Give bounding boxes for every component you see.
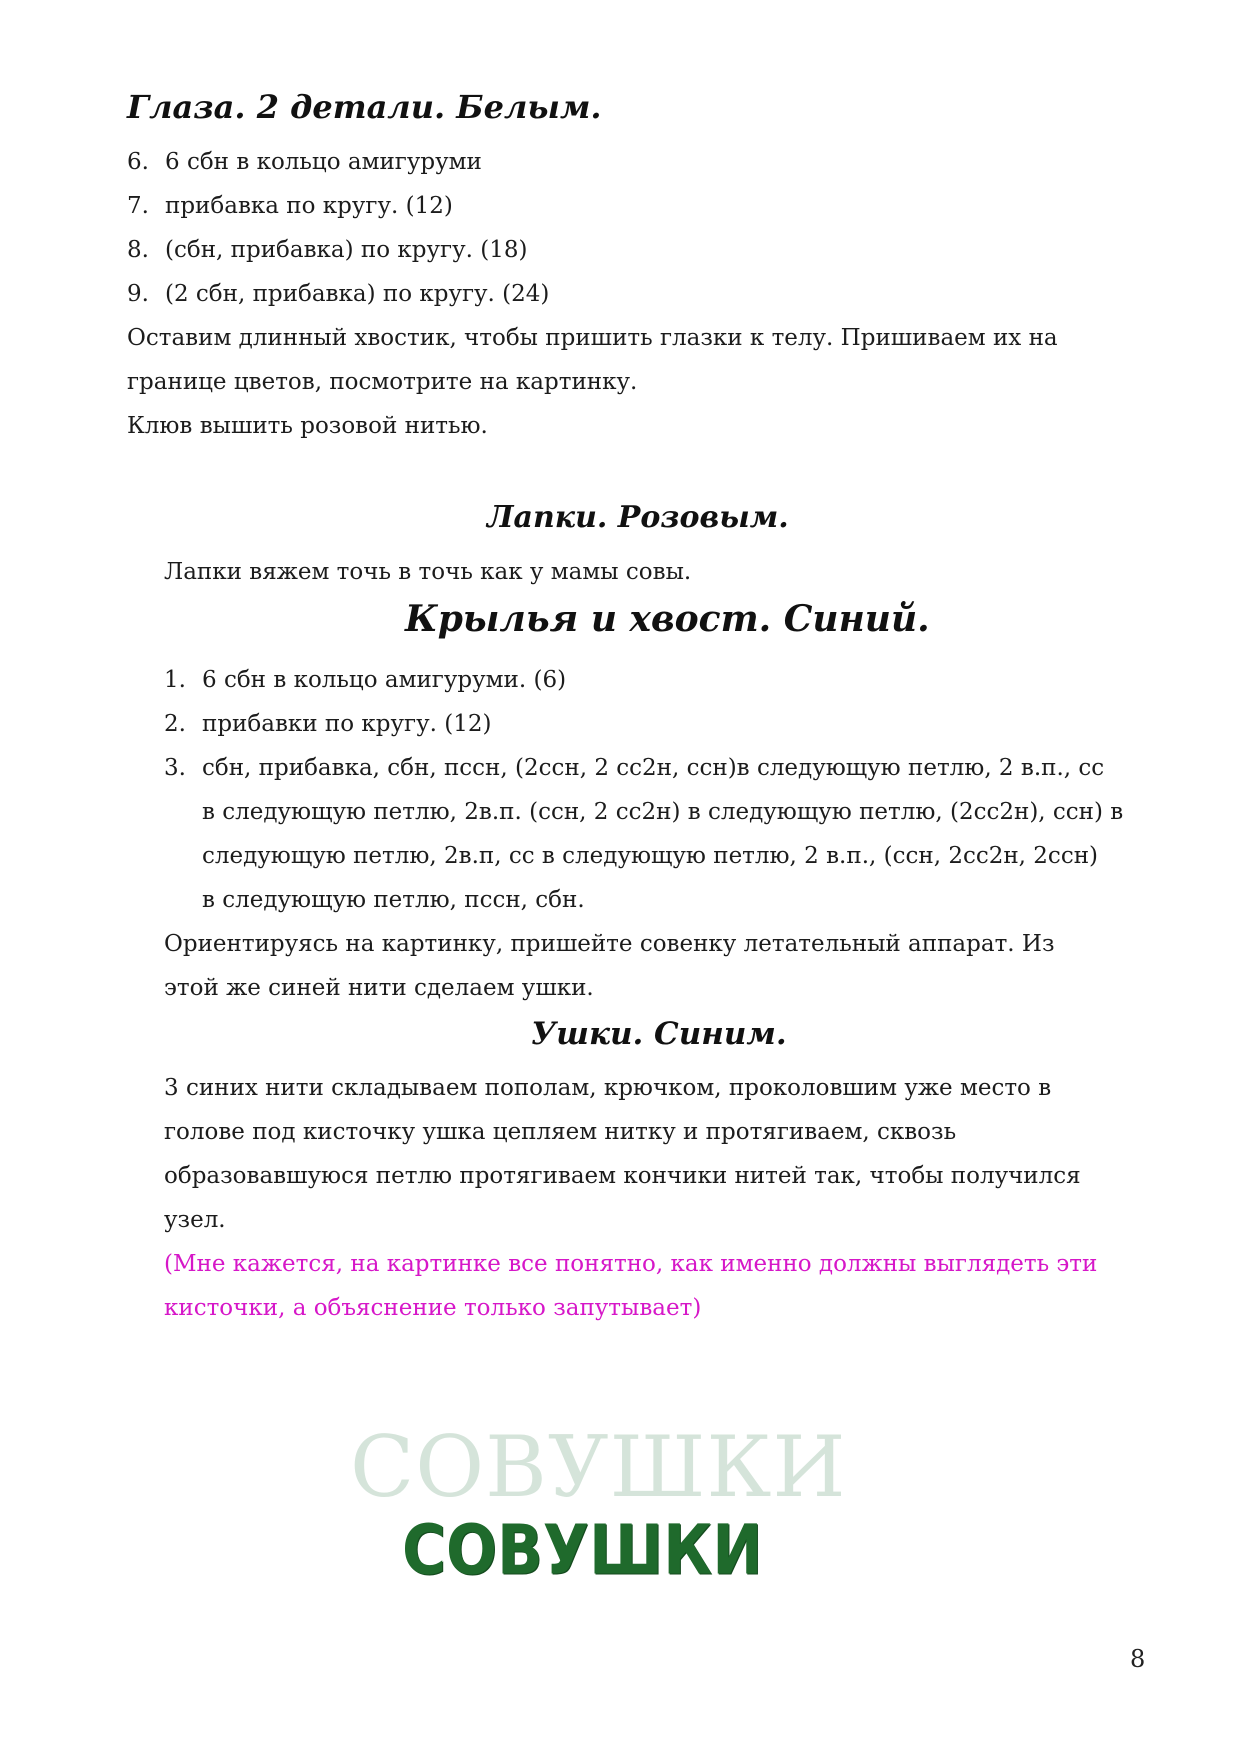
ears-line-1: 3 синих нити складываем пополам, крючком, проколовшим уже место в <box>164 1075 1052 1101</box>
ears-line-4: узел. <box>164 1207 226 1233</box>
wings-row-2 <box>164 702 491 746</box>
row-number: 2. <box>164 711 186 737</box>
row-text: 6 сбн в кольцо амигуруми <box>165 149 482 175</box>
row-text-line: сбн, прибавка, сбн, пссн, (2ссн, 2 сс2н, ссн)в следующую петлю, 2 в.п., сс <box>202 755 1105 781</box>
heading-eyes: Глаза. 2 детали. Белым. <box>127 88 602 126</box>
eyes-row-6 <box>127 140 482 184</box>
paws-text: Лапки вяжем точь в точь как у мамы совы. <box>164 559 692 585</box>
heading-paws: Лапки. Розовым. <box>487 500 789 535</box>
ears-line-3: образовавшуюся петлю протягиваем кончики нитей так, чтобы получился <box>164 1163 1081 1189</box>
row-number: 9. <box>127 281 149 307</box>
row-number: 1. <box>164 667 186 693</box>
page-number: 8 <box>1130 1645 1146 1673</box>
row-text: прибавки по кругу. (12) <box>202 711 492 737</box>
row-text: (2 сбн, прибавка) по кругу. (24) <box>165 281 550 307</box>
logo-watermark-text: СОВУШКИ <box>350 1418 847 1516</box>
row-number: 3. <box>164 755 186 781</box>
row-text: 6 сбн в кольцо амигуруми. (6) <box>202 667 567 693</box>
eyes-row-7 <box>127 184 453 228</box>
eyes-row-8 <box>127 228 527 272</box>
row-text-line: следующую петлю, 2в.п, сс в следующую петлю, 2 в.п., (ссн, 2сс2н, 2ссн) <box>202 843 1099 869</box>
wings-note-line-1: Ориентируясь на картинку, пришейте совенку летательный аппарат. Из <box>164 931 1055 957</box>
row-number: 8. <box>127 237 149 263</box>
row-number: 6. <box>127 149 149 175</box>
beak-instruction: Клюв вышить розовой нитью. <box>127 413 488 439</box>
wings-note-line-2: этой же синей нити сделаем ушки. <box>164 975 594 1001</box>
row-number: 7. <box>127 193 149 219</box>
author-comment-line-2: кисточки, а объяснение только запутывает) <box>164 1295 702 1321</box>
row-text-line: в следующую петлю, 2в.п. (ссн, 2 сс2н) в следующую петлю, (2сс2н), ссн) в <box>202 799 1124 825</box>
author-comment-line-1: (Мне кажется, на картинке все понятно, как именно должны выглядеть эти <box>164 1251 1098 1277</box>
eyes-row-9 <box>127 272 549 316</box>
row-text: (сбн, прибавка) по кругу. (18) <box>165 237 528 263</box>
wings-row-3 <box>164 746 1164 922</box>
wings-row-1 <box>164 658 566 702</box>
row-text: прибавка по кругу. (12) <box>165 193 453 219</box>
logo-text: СОВУШКИ <box>402 1510 763 1591</box>
ears-line-2: голове под кисточку ушка цепляем нитку и протягиваем, сквозь <box>164 1119 957 1145</box>
heading-wings: Крылья и хвост. Синий. <box>405 598 930 640</box>
eyes-note-line-2: границе цветов, посмотрите на картинку. <box>127 369 638 395</box>
heading-ears: Ушки. Синим. <box>531 1016 787 1052</box>
row-text-line: в следующую петлю, пссн, сбн. <box>202 887 585 913</box>
eyes-note-line-1: Оставим длинный хвостик, чтобы пришить глазки к телу. Пришиваем их на <box>127 325 1058 351</box>
